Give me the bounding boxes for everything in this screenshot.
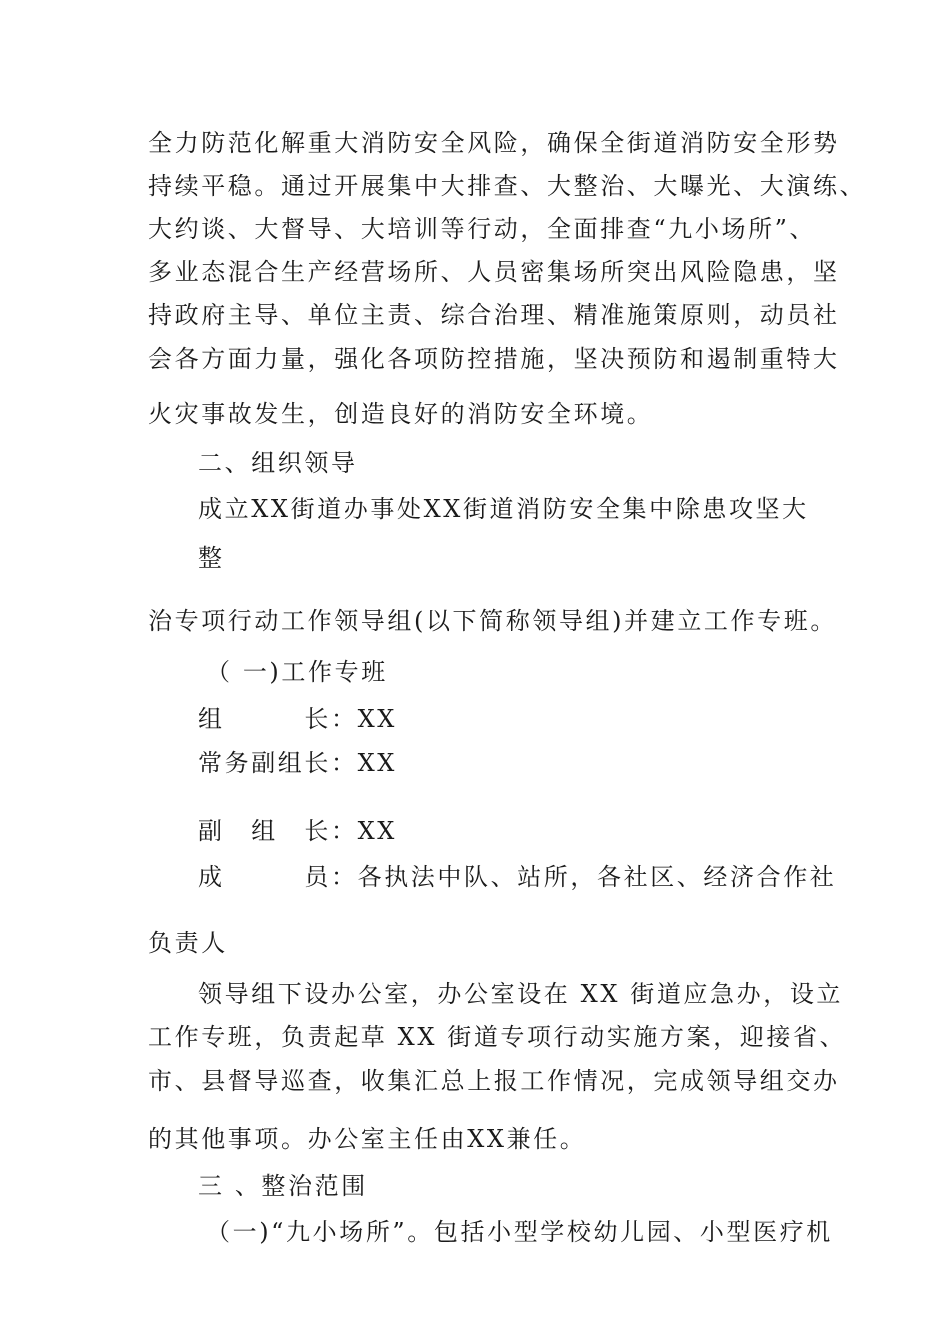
- paragraph-line: 工作专班，负责起草 XX 街道专项行动实施方案，迎接省、: [148, 1023, 847, 1051]
- paragraph-line: 成立XX街道办事处XX街道消防安全集中除患攻坚大: [198, 495, 809, 523]
- roster-value: XX: [357, 749, 397, 777]
- roster-label: 副 组 长：: [198, 817, 358, 845]
- roster-label: 组 长：: [198, 705, 358, 733]
- paragraph-line: 整: [198, 544, 225, 572]
- subsection-heading: （ 一)工作专班: [206, 658, 388, 686]
- paragraph-line: 多业态混合生产经营场所、人员密集场所突出风险隐患，坚: [148, 258, 840, 286]
- section-heading: 三 、整治范围: [198, 1172, 368, 1200]
- roster-value: 各执法中队、站所，各社区、经济合作社: [357, 863, 837, 891]
- paragraph-line: 领导组下设办公室，办公室设在 XX 街道应急办，设立: [198, 980, 844, 1008]
- roster-members: [198, 862, 836, 892]
- paragraph-line: 负责人: [148, 929, 228, 957]
- paragraph-line: （一)“九小场所”。包括小型学校幼儿园、小型医疗机: [206, 1218, 833, 1246]
- roster-value: XX: [357, 817, 397, 845]
- roster-label: 成 员：: [198, 863, 358, 891]
- roster-deputy: [198, 816, 397, 846]
- paragraph-line: 持续平稳。通过开展集中大排查、大整治、大曝光、大演练、: [148, 172, 867, 200]
- roster-leader: [198, 704, 397, 734]
- paragraph-line: 的其他事项。办公室主任由XX兼任。: [148, 1125, 587, 1153]
- paragraph-line: 市、县督导巡查，收集汇总上报工作情况，完成领导组交办: [148, 1067, 840, 1095]
- paragraph-line: 持政府主导、单位主责、综合治理、精准施策原则，动员社: [148, 301, 840, 329]
- paragraph-line: 大约谈、大督导、大培训等行动，全面排查“九小场所”、: [148, 215, 817, 243]
- roster-value: XX: [357, 705, 397, 733]
- paragraph-line: 会各方面力量，强化各项防控措施，坚决预防和遏制重特大: [148, 345, 840, 373]
- roster-label: 常务副组长：: [198, 749, 358, 777]
- paragraph-line: 全力防范化解重大消防安全风险，确保全街道消防安全形势: [148, 129, 840, 157]
- paragraph-line: 火灾事故发生，创造良好的消防安全环境。: [148, 400, 654, 428]
- paragraph-line: 治专项行动工作领导组(以下简称领导组)并建立工作专班。: [148, 607, 837, 635]
- roster-exec-deputy: [198, 748, 397, 778]
- section-heading: 二、组织领导: [198, 449, 358, 477]
